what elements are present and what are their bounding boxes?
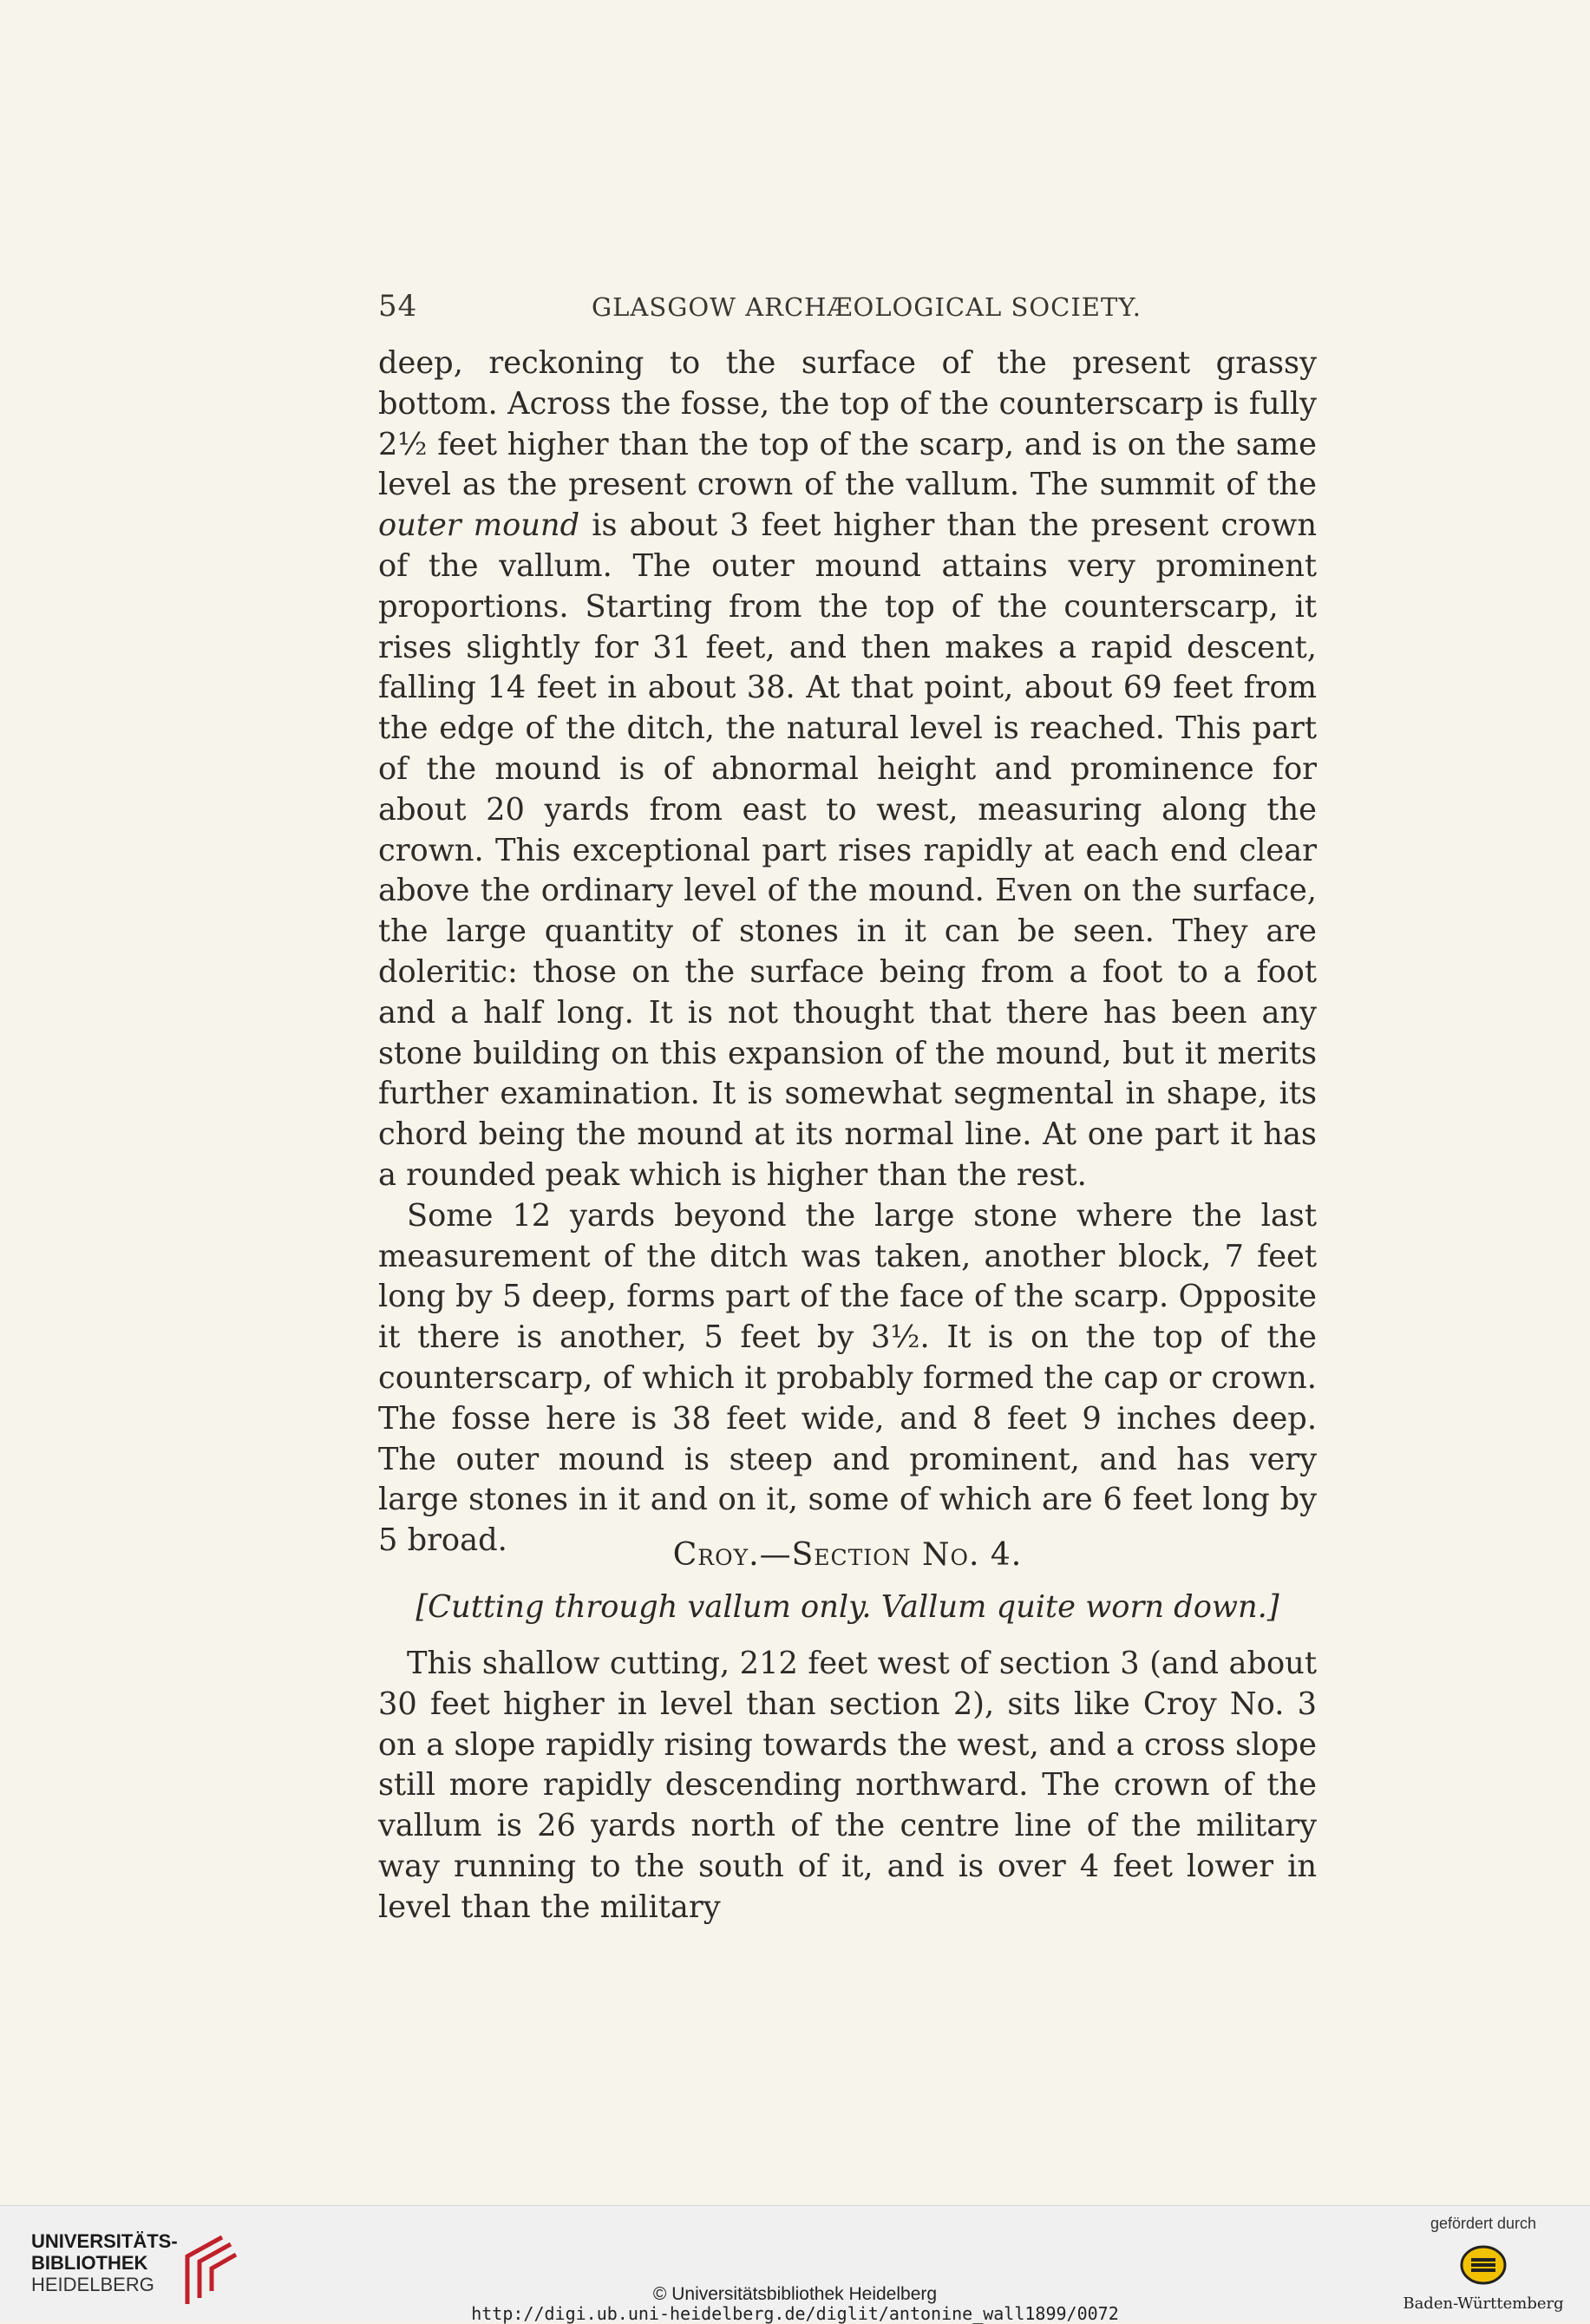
body-text [378, 344, 1317, 1561]
funder-name: Baden-Württemberg [1403, 2295, 1564, 2313]
paragraph-2: Some 12 yards beyond the large stone where the last measurement of the ditch was taken, another block, 7 feet long by 5 deep, forms part of the face of the scarp. Opposite it there is another, 5 feet by 3½. It is on the top of the counterscarp, of which it probably formed the cap or crown. The fosse here is 38 feet wide, and 8 feet 9 inches deep. The outer mound is steep and prominent, and has very large stones in it and on it, some of which are 6 feet long by 5 broad. [378, 1197, 1317, 1559]
funder-label: gefördert durch [1430, 2215, 1537, 2232]
section-body [378, 1644, 1317, 1928]
paragraph-1-rest: is about 3 feet higher than the present crown of the vallum. The outer mound attains very prominent proportions. Starting from the top of the counterscarp, it rises slightly for 31 feet, and then makes a rapid descent, falling 14 feet in about 38. At that point, about 69 feet from the edge of the ditch, the natural level is reached. This part of the mound is of abnormal height and prominence for about 20 yards from east to west, measuring along the crown. This exceptional part rises rapidly at each end clear above the ordinary level of the mound. Even on the surface, the large quantity of stones in it can be seen. They are doleritic: those on the surface being from a foot to a foot and a half long. It is not thought that there has been any stone building on this expansion of the mound, but it merits further examination. It is somewhat segmental in shape, its chord being the mound at its normal line. At one part it has a rounded peak which is higher than the rest. [378, 507, 1317, 1193]
library-name-line2: BIBLIOTHEK [31, 2252, 148, 2274]
page-number: 54 [378, 289, 418, 324]
library-name-line1: UNIVERSITÄTS- [31, 2230, 178, 2252]
section-heading: Croy.—Section No. 4. [672, 1537, 1023, 1573]
coat-of-arms-icon [1459, 2241, 1508, 2289]
paragraph-1-start: deep, reckoning to the surface of the present grassy bottom. Across the fosse, the top of the counterscarp is fully 2½ feet higher than the top of the scarp, and is on the same level as the present crown of the vallum. The summit of the [378, 345, 1317, 503]
permalink-url[interactable]: http://digi.ub.uni-heidelberg.de/diglit/antonine_wall1899/0072 [471, 2303, 1119, 2324]
library-footer [0, 2205, 1590, 2324]
copyright-notice: © Universitätsbibliothek Heidelberg [652, 2284, 938, 2304]
running-head [378, 289, 1317, 324]
section-note: [Cutting through vallum only. Vallum quite worn down.] [415, 1589, 1279, 1625]
paragraph-3: This shallow cutting, 212 feet west of section 3 (and about 30 feet higher in level than section 2), sits like Croy No. 3 on a slope rapidly rising towards the west, and a cross slope still more rapidly descending northward. The crown of the vallum is 26 yards north of the centre line of the military way running to the south of it, and is over 4 feet lower in level than the military [378, 1646, 1317, 1925]
funder-block [1397, 2215, 1570, 2314]
library-name-line3: HEIDELBERG [31, 2274, 154, 2295]
journal-title: GLASGOW ARCHÆOLOGICAL SOCIETY. [592, 292, 1142, 322]
paragraph-1 [378, 344, 1317, 1196]
paragraph-1-italic: outer mound [378, 507, 580, 544]
